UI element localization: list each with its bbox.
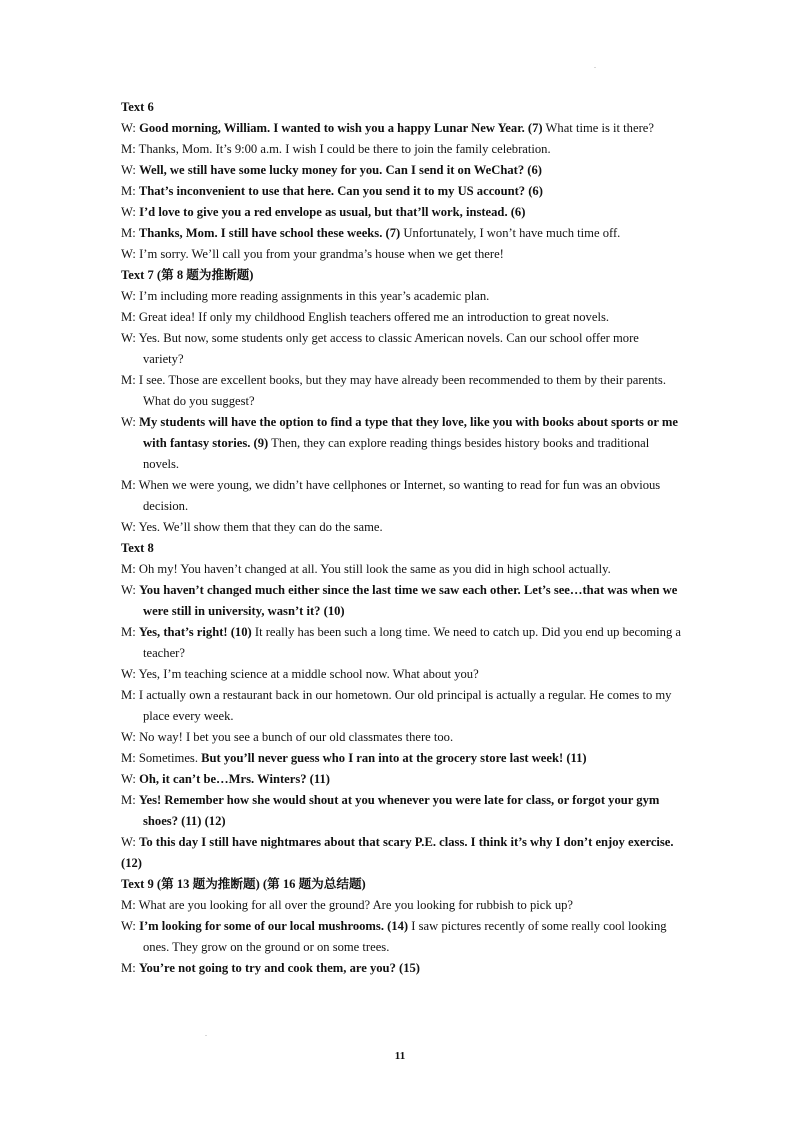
- dialogue-line: [121, 916, 681, 958]
- line-text: Yes. But now, some students only get access to classic American novels. Can our school offer more variety?: [138, 331, 639, 366]
- speaker-label: W:: [121, 583, 136, 597]
- speaker-label: M:: [121, 793, 136, 807]
- scan-dot: .: [205, 1029, 207, 1038]
- dialogue-line: [121, 685, 681, 727]
- line-text: Then, they can explore reading things besides history books and traditional novels.: [143, 436, 650, 471]
- speaker-label: W:: [121, 730, 136, 744]
- dialogue-line: [121, 181, 681, 202]
- dialogue-line: [121, 223, 681, 244]
- speaker-label: W:: [121, 835, 136, 849]
- text-heading: Text 9 (第 13 题为推断题) (第 16 题为总结题): [121, 877, 366, 891]
- dialogue-line: [121, 370, 681, 412]
- dialogue-line: [121, 748, 681, 769]
- speaker-label: W:: [121, 919, 136, 933]
- dialogue-line: [121, 559, 681, 580]
- transcript-content: [121, 97, 681, 979]
- speaker-label: M:: [121, 751, 136, 765]
- dialogue-line: [121, 328, 681, 370]
- line-text: Unfortunately, I won’t have much time off.: [403, 226, 621, 240]
- key-sentence: But you’ll never guess who I ran into at the grocery store last week! (11): [201, 751, 587, 765]
- line-text: What time is it there?: [545, 121, 654, 135]
- line-text: I’m including more reading assignments in this year’s academic plan.: [139, 289, 490, 303]
- speaker-label: M:: [121, 142, 136, 156]
- text-heading: Text 7 (第 8 题为推断题): [121, 268, 254, 282]
- key-sentence: I’d love to give you a red envelope as usual, but that’ll work, instead. (6): [139, 205, 526, 219]
- dialogue-line: [121, 664, 681, 685]
- text-heading: Text 6: [121, 100, 154, 114]
- line-text: I see. Those are excellent books, but they may have already been recommended to them by their parents. What do you suggest?: [138, 373, 666, 408]
- key-sentence: My students will have the option to find a type that they love, like you with books about sports or me with fantasy stories. (9): [139, 415, 678, 450]
- speaker-label: W:: [121, 205, 136, 219]
- key-sentence: Yes! Remember how she would shout at you whenever you were late for class, or forgot your gym shoes? (11) (12): [138, 793, 660, 828]
- dialogue-line: [121, 958, 681, 979]
- dialogue-line: [121, 727, 681, 748]
- line-text: Thanks, Mom. It’s 9:00 a.m. I wish I could be there to join the family celebration.: [138, 142, 551, 156]
- key-sentence: To this day I still have nightmares about that scary P.E. class. I think it’s why I don’t enjoy exercise. (12): [121, 835, 674, 870]
- dialogue-line: [121, 622, 681, 664]
- line-text: Oh my! You haven’t changed at all. You still look the same as you did in high school actually.: [138, 562, 611, 576]
- line-text: No way! I bet you see a bunch of our old classmates there too.: [139, 730, 454, 744]
- dialogue-line: [121, 517, 681, 538]
- line-text: I actually own a restaurant back in our hometown. Our old principal is actually a regular. He comes to my place every week.: [138, 688, 672, 723]
- speaker-label: M:: [121, 898, 136, 912]
- speaker-label: W:: [121, 415, 136, 429]
- line-text: Yes. We’ll show them that they can do the same.: [138, 520, 383, 534]
- line-text: Yes, I’m teaching science at a middle school now. What about you?: [138, 667, 479, 681]
- key-sentence: That’s inconvenient to use that here. Can you send it to my US account? (6): [138, 184, 543, 198]
- line-text: Great idea! If only my childhood English teachers offered me an introduction to great novels.: [138, 310, 609, 324]
- speaker-label: W:: [121, 163, 136, 177]
- speaker-label: W:: [121, 289, 136, 303]
- dialogue-line: [121, 244, 681, 265]
- dialogue-line: [121, 475, 681, 517]
- speaker-label: W:: [121, 520, 136, 534]
- speaker-label: W:: [121, 772, 136, 786]
- dialogue-line: [121, 139, 681, 160]
- speaker-label: W:: [121, 331, 136, 345]
- key-sentence: You haven’t changed much either since the last time we saw each other. Let’s see…that was when we were still in university, wasn’t it? (10): [139, 583, 678, 618]
- page-number: 11: [394, 1050, 406, 1062]
- line-text: I’m sorry. We’ll call you from your grandma’s house when we get there!: [139, 247, 504, 261]
- line-text: When we were young, we didn’t have cellphones or Internet, so wanting to read for fun was an obvious decision.: [138, 478, 661, 513]
- speaker-label: W:: [121, 667, 136, 681]
- dialogue-line: [121, 580, 681, 622]
- speaker-label: M:: [121, 226, 136, 240]
- dialogue-line: [121, 118, 681, 139]
- line-text: I saw pictures recently of some really cool looking ones. They grow on the ground or on some trees.: [143, 919, 667, 954]
- line-text: It really has been such a long time. We need to catch up. Did you end up becoming a teacher?: [143, 625, 681, 660]
- key-sentence: Well, we still have some lucky money for you. Can I send it on WeChat? (6): [139, 163, 542, 177]
- speaker-label: W:: [121, 247, 136, 261]
- speaker-label: M:: [121, 184, 136, 198]
- scan-dot: .: [594, 61, 596, 70]
- dialogue-line: [121, 790, 681, 832]
- speaker-label: M:: [121, 961, 136, 975]
- line-text: What are you looking for all over the ground? Are you looking for rubbish to pick up?: [138, 898, 574, 912]
- key-sentence: I’m looking for some of our local mushrooms. (14): [139, 919, 409, 933]
- dialogue-line: [121, 286, 681, 307]
- key-sentence: Oh, it can’t be…Mrs. Winters? (11): [139, 772, 330, 786]
- speaker-label: W:: [121, 121, 136, 135]
- key-sentence: Good morning, William. I wanted to wish you a happy Lunar New Year. (7): [139, 121, 543, 135]
- dialogue-line: [121, 832, 681, 874]
- speaker-label: M:: [121, 688, 136, 702]
- speaker-label: M:: [121, 625, 136, 639]
- speaker-label: M:: [121, 373, 136, 387]
- dialogue-line: [121, 160, 681, 181]
- key-sentence: Yes, that’s right! (10): [138, 625, 252, 639]
- key-sentence: You’re not going to try and cook them, are you? (15): [138, 961, 420, 975]
- dialogue-line: [121, 412, 681, 475]
- dialogue-line: [121, 895, 681, 916]
- dialogue-line: [121, 202, 681, 223]
- speaker-label: M:: [121, 478, 136, 492]
- speaker-label: M:: [121, 562, 136, 576]
- dialogue-line: [121, 769, 681, 790]
- text-heading: Text 8: [121, 541, 154, 555]
- line-text: Sometimes.: [138, 751, 198, 765]
- speaker-label: M:: [121, 310, 136, 324]
- key-sentence: Thanks, Mom. I still have school these weeks. (7): [138, 226, 401, 240]
- dialogue-line: [121, 307, 681, 328]
